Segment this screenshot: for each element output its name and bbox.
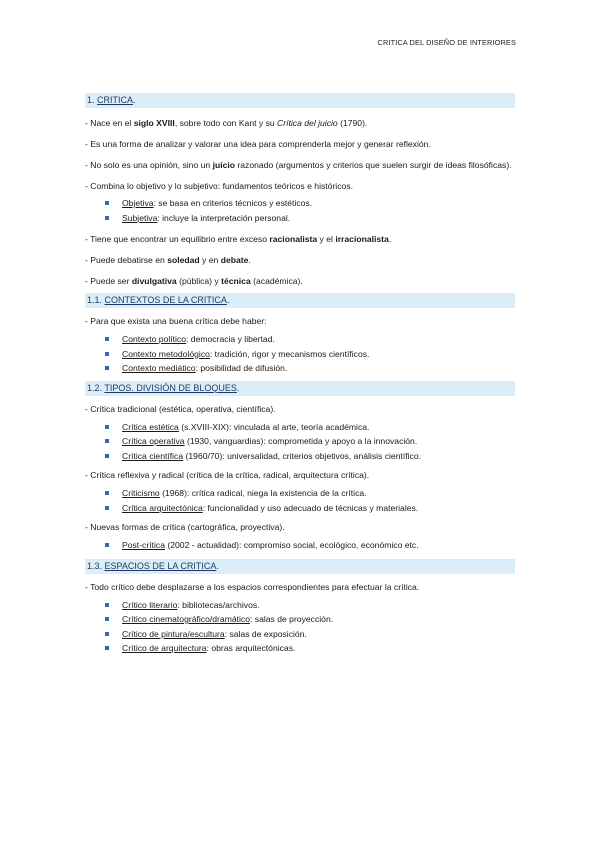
- heading-period: .: [236, 382, 240, 393]
- list-item: Crítica operativa (1930, vanguardias): comprometida y apoyo a la innovación.: [85, 434, 515, 449]
- list-item: Criticismo (1968): crítica radical, niega la existencia de la crítica.: [85, 486, 515, 501]
- bullet-list: [85, 332, 515, 376]
- running-header: CRITICA DEL DISEÑO DE INTERIORES: [377, 38, 516, 47]
- list-item: Subjetiva: incluye la interpretación personal.: [85, 211, 515, 226]
- bullet-list: [85, 598, 515, 656]
- paragraph: - Combina lo objetivo y lo subjetivo: fundamentos teóricos e históricos.: [85, 181, 353, 191]
- heading-contextos: [85, 293, 515, 308]
- paragraph: - Crítica reflexiva y radical (crítica de la crítica, radical, arquitectura crítica).: [85, 470, 370, 480]
- list-item: Crítica estética (s.XVIII-XIX): vinculada al arte, teoría académica.: [85, 420, 515, 435]
- heading-number: 1.2.: [87, 382, 103, 393]
- list-item: Crítica científica (1960/70): universalidad, criterios objetivos, análisis científico.: [85, 449, 515, 464]
- list-item: Crítica arquitectónica: funcionalidad y uso adecuado de técnicas y materiales.: [85, 501, 515, 516]
- heading-espacios: [85, 559, 515, 574]
- paragraph: - Para que exista una buena crítica debe haber:: [85, 316, 267, 326]
- list-item: Crítico de arquitectura: obras arquitectónicas.: [85, 641, 515, 656]
- paragraph: - Todo crítico debe desplazarse a los espacios correspondientes para efectuar la crítica.: [85, 581, 420, 592]
- heading-title: TIPOS. DIVISIÓN DE BLOQUES: [104, 382, 237, 393]
- heading-title: ESPACIOS DE LA CRITICA: [104, 560, 217, 571]
- heading-period: .: [133, 95, 136, 105]
- heading-critica: [85, 93, 515, 108]
- paragraph: - Nuevas formas de crítica (cartográfica, proyectiva).: [85, 522, 285, 532]
- list-item: Crítico de pintura/escultura: salas de exposición.: [85, 627, 515, 642]
- paragraph: - Es una forma de analizar y valorar una idea para comprenderla mejor y generar reflexión.: [85, 139, 431, 149]
- list-item: Contexto político: democracia y libertad.: [85, 332, 515, 347]
- paragraph: - No solo es una opinión, sino un juicio razonado (argumentos y criterios que suelen surgir de ideas filosóficas).: [85, 160, 512, 170]
- paragraph: - Puede ser divulgativa (pública) y técnica (académica).: [85, 276, 303, 286]
- heading-period: .: [216, 560, 219, 571]
- paragraph: - Nace en el siglo XVIII, sobre todo con Kant y su Crítica del juicio (1790).: [85, 118, 368, 128]
- list-item: Objetiva: se basa en criterios técnicos y estéticos.: [85, 196, 515, 211]
- list-item: Crítico cinematográfico/dramático: salas de proyección.: [85, 612, 515, 627]
- list-item: Contexto metodológico: tradición, rigor y mecanismos científicos.: [85, 347, 515, 362]
- document-body: [85, 93, 515, 656]
- heading-period: .: [226, 295, 230, 305]
- heading-number: 1.1.: [87, 295, 103, 305]
- list-item: Crítico literario: bibliotecas/archivos.: [85, 598, 515, 613]
- bullet-list: [85, 538, 515, 553]
- heading-number: 1.: [87, 95, 95, 105]
- paragraph: - Puede debatirse en soledad y en debate.: [85, 255, 251, 265]
- heading-title: CONTEXTOS DE LA CRITICA: [104, 295, 227, 305]
- heading-title: CRITICA: [97, 95, 134, 105]
- bullet-list: [85, 420, 515, 464]
- paragraph: - Tiene que encontrar un equilibrio entre exceso racionalista y el irracionalista.: [85, 234, 392, 244]
- bullet-list: [85, 196, 515, 225]
- heading-number: 1.3.: [87, 560, 103, 571]
- list-item: Contexto mediático: posibilidad de difusión.: [85, 361, 515, 376]
- heading-tipos: [85, 381, 515, 396]
- bullet-list: [85, 486, 515, 515]
- paragraph: - Crítica tradicional (estética, operativa, científica).: [85, 403, 276, 414]
- list-item: Post-crítica (2002 - actualidad): compromiso social, ecológico, económico etc.: [85, 538, 515, 553]
